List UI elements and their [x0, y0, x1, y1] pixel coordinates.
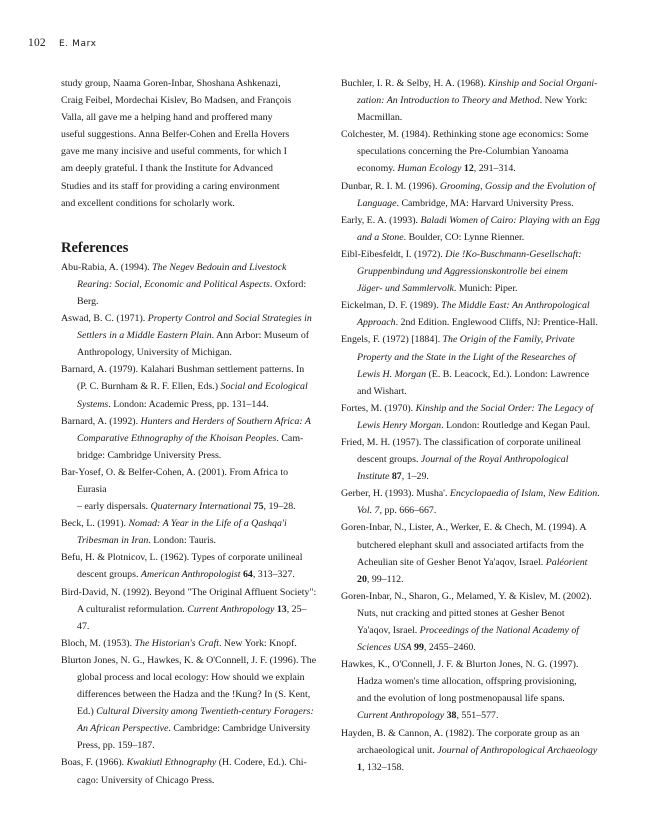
reference-entry: Boas, F. (1966). Kwakiutl Ethnography (H. Codere, Ed.). Chi- cago: University of Chicago Press. [61, 757, 307, 786]
page-number: 102 [28, 37, 46, 49]
reference-entry: Goren-Inbar, N., Lister, A., Werker, E. & Chech, M. (1994). A butchered elephant skull and associated artifacts from the Acheulian site of Gesher Benot Ya'aqov, Israel. Paléorient 20, 99–112. [341, 522, 588, 585]
reference-entry: Barnard, A. (1992). Hunters and Herders of Southern Africa: A Comparative Ethnography of the Khoisan Peoples. Cam- bridge: Cambridge University Press. [61, 415, 311, 461]
paragraph-line: Craig Feibel, Mordechai Kislev, Bo Madsen, and François [61, 95, 292, 107]
acknowledgements-paragraph [61, 75, 319, 212]
reference-entry: Bird-David, N. (1992). Beyond "The Original Affluent Society": A culturalist reformulation. Current Anthropology 13, 25– 47. [61, 586, 317, 632]
reference-entry: Eickelman, D. F. (1989). The Middle East: An Anthropological Approach. 2nd Edition. Englewood Cliffs, NJ: Prentice-Hall. [341, 300, 598, 329]
running-header [28, 37, 97, 49]
reference-entry: Hayden, B. & Cannon, A. (1982). The corporate group as an archaeological unit. Journal of Anthropological Archaeology 1, 132–158. [341, 727, 598, 773]
reference-entry: Gerber, H. (1993). Musha'. Encyclopaedia of Islam, New Edition. Vol. 7, pp. 666–667. [341, 488, 600, 517]
reference-entry: Hawkes, K., O'Connell, J. F. & Blurton Jones, N. G. (1997). Hadza women's time allocation, offspring provisioning, and the evolution of long postmenopausal life spans. Current Anthropology 38, 551–577. [341, 659, 579, 722]
reference-entry: Befu, H. & Plotnicov, L. (1962). Types of corporate unilineal descent groups. American Anthropologist 64, 313–327. [61, 552, 303, 581]
reference-entry: Fried, M. H. (1957). The classification of corporate unilineal descent groups. Journal of the Royal Anthropological Institute 87, 1–29. [341, 436, 582, 483]
reference-entry: Engels, F. (1972) [1884]. The Origin of the Family, Private Property and the State in the Light of the Researches of Lewis H. Morgan (E. B. Leacock, Ed.). London: Lawrence and Wishart. [341, 334, 590, 397]
reference-entry: Bloch, M. (1953). The Historian's Craft. New York: Knopf. [61, 637, 297, 649]
references-list-left [61, 259, 319, 789]
references-heading: References [61, 239, 129, 256]
reference-entry: Blurton Jones, N. G., Hawkes, K. & O'Connell, J. F. (1996). The global process and local ecology: How should we explain differences between the Hadza and the !Kung? In (S. Kent, Ed.) Cultural Diversity among Twentieth-century Foragers: An African Perspective. Cambridge: Cambridge University Press, pp. 159–187. [61, 654, 317, 752]
reference-entry: Dunbar, R. I. M. (1996). Grooming, Gossip and the Evolution of Language. Cambridge, MA: Harvard University Press. [341, 180, 596, 209]
reference-entry: Buchler, I. R. & Selby, H. A. (1968). Kinship and Social Organi- zation: An Introduction to Theory and Method. New York: Macmillan. [341, 78, 598, 124]
reference-entry: Goren-Inbar, N., Sharon, G., Melamed, Y. & Kislev, M. (2002). Nuts, nut cracking and pitted stones at Gesher Benot Ya'aqov, Israel. Proceedings of the National Academy of Sciences USA 99, 2455–2460. [341, 590, 592, 654]
reference-entry: Beck, L. (1991). Nomad: A Year in the Life of a Qashqa'i Tribesman in Iran. London: Tauris. [61, 518, 287, 547]
reference-entry: Colchester, M. (1984). Rethinking stone age economics: Some speculations concerning the Pre-Columbian Yanoama economy. Human Ecology 12, 291–314. [341, 129, 589, 175]
reference-entry: Early, E. A. (1993). Baladi Women of Cairo: Playing with an Egg and a Stone. Boulder, CO: Lynne Rienner. [341, 214, 600, 243]
paragraph-line: useful suggestions. Anna Belfer-Cohen and Erella Hovers [61, 129, 290, 141]
left-column [61, 75, 319, 789]
paragraph-line: Valla, all gave me a helping hand and proffered many [61, 112, 273, 124]
reference-entry: Barnard, A. (1979). Kalahari Bushman settlement patterns. In (P. C. Burnham & R. F. Ellen, Eds.) Social and Ecological Systems. London: Academic Press, pp. 131–144. [61, 364, 308, 410]
paragraph-line: and excellent conditions for scholarly work. [61, 197, 235, 209]
reference-entry: Aswad, B. C. (1971). Property Control and Social Strategies in Settlers in a Middle Eastern Plain. Ann Arbor: Museum of Anthropology, University of Michigan. [61, 313, 312, 359]
paragraph-line: study group, Naama Goren-Inbar, Shoshana Ashkenazi, [61, 78, 281, 89]
reference-entry: Bar-Yosef, O. & Belfer-Cohen, A. (2001). From Africa to Eurasia – early dispersals. Quaternary International 75, 19–28. [61, 466, 296, 513]
reference-entry: Eibl-Eibesfeldt, I. (1972). Die !Ko-Buschmann-Gesellschaft: Gruppenbindung und Aggressionskontrolle bei einem Jäger- und Sammlervolk. Munich: Piper. [341, 248, 582, 295]
running-author: E. Marx [58, 39, 97, 49]
reference-entry: Abu-Rabia, A. (1994). The Negev Bedouin and Livestock Rearing: Social, Economic and Political Aspects. Oxford: Berg. [61, 261, 307, 307]
reference-entry: Fortes, M. (1970). Kinship and the Social Order: The Legacy of Lewis Henry Morgan. London: Routledge and Kegan Paul. [341, 402, 594, 431]
paragraph-line: am deeply grateful. I thank the Institute for Advanced [61, 163, 273, 175]
paragraph-line: gave me many incisive and useful comments, for which I [61, 146, 287, 158]
references-list-right [341, 75, 603, 776]
right-column [341, 75, 603, 776]
paragraph-line: Studies and its staff for providing a caring environment [61, 180, 280, 192]
